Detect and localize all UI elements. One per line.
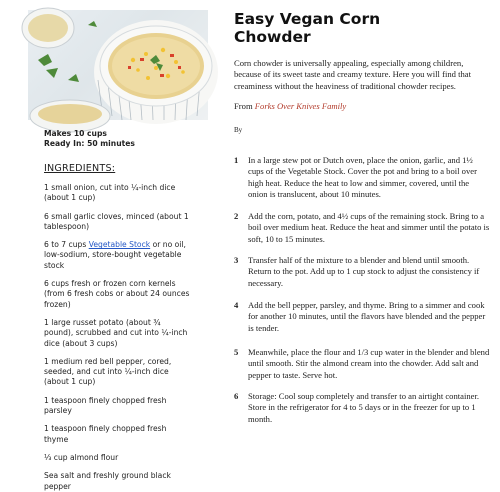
instruction-step (234, 391, 490, 425)
ingredient-item: 6 cups fresh or frozen corn kernels (from 6 fresh cobs or about 24 ounces frozen) (44, 279, 190, 309)
author-byline: By (234, 126, 243, 134)
source-name: Forks Over Knives Family (254, 101, 347, 111)
ingredient-text: or no oil, low-sodium, store-bought vegetable stock (44, 240, 186, 270)
recipe-title-line: Easy Vegan Corn (234, 10, 381, 28)
step-number: 4 (234, 300, 239, 310)
recipe-title-line: Chowder (234, 28, 311, 46)
step-text: Add the bell pepper, parsley, and thyme. Bring to a simmer and cook for another 10 minutes, until the flavors have blended and the pepper is tender. (248, 300, 486, 333)
recipe-title (234, 10, 484, 46)
step-number: 2 (234, 211, 239, 221)
instruction-step (234, 300, 490, 334)
step-text: Meanwhile, place the flour and 1/3 cup water in the blender and blend until smooth. Stir the almond cream into the chowder. Add salt and pepper to taste. Serve hot. (248, 347, 490, 380)
ingredient-text: 6 to 7 cups (44, 240, 89, 250)
recipe-photo (28, 10, 208, 120)
yield-makes: Makes 10 cups (44, 129, 107, 138)
ready-in: Ready In: 50 minutes (44, 139, 135, 148)
chowder-bowl-illustration (28, 10, 208, 120)
step-number: 3 (234, 255, 239, 265)
ingredient-item: Sea salt and freshly ground black pepper (44, 471, 171, 491)
instruction-step (234, 155, 490, 201)
step-number: 6 (234, 391, 239, 401)
ingredient-item: 1 small onion, cut into ¼-inch dice (about 1 cup) (44, 183, 176, 203)
instruction-step (234, 211, 490, 245)
ingredients-heading: INGREDIENTS: (44, 163, 116, 174)
step-text: In a large stew pot or Dutch oven, place the onion, garlic, and 1½ cups of the Vegetable Stock. Cover the pot and bring to a boil over high heat. Reduce the heat to low and simmer, covered, until the onion is translucent, about 10 minutes. (248, 155, 477, 200)
instruction-step (234, 255, 490, 289)
ingredient-item: 1 medium red bell pepper, cored, seeded, and cut into ¼-inch dice (about 1 cup) (44, 356, 172, 387)
ingredient-item: 1 teaspoon finely chopped fresh thyme (44, 424, 167, 444)
ingredient-item: 1 teaspoon finely chopped fresh parsley (44, 395, 167, 416)
vegetable-stock-link[interactable]: Vegetable Stock (88, 240, 151, 250)
step-text: Transfer half of the mixture to a blender and blend until smooth. Return to the pot. Add up to 1 cup stock to adjust the consistency if necessary. (248, 255, 480, 288)
step-number: 5 (234, 347, 239, 357)
step-number: 1 (234, 155, 239, 165)
step-text: Storage: Cool soup completely and transfer to an airtight container. Store in the refrigerator for 4 to 5 days or in the freezer for up to 1 month. (248, 391, 480, 424)
ingredient-item: 6 small garlic cloves, minced (about 1 tablespoon) (44, 211, 189, 231)
ingredient-item-stock (44, 240, 192, 271)
from-label: From (234, 101, 255, 111)
ingredients-column (44, 129, 192, 492)
recipe-source (234, 101, 346, 112)
recipe-intro: Corn chowder is universally appealing, especially among children, because of its sweet taste and creamy texture. Here you will find that creaminess without the heaviness of traditional chowder recipes. (234, 58, 471, 91)
ingredient-item: ⅓ cup almond flour (44, 452, 119, 462)
instruction-step (234, 347, 490, 381)
step-text: Add the corn, potato, and 4½ cups of the remaining stock. Bring to a boil over medium heat. Reduce the heat and simmer until the potato is soft, 10 to 15 minutes. (248, 211, 490, 244)
ingredient-item: 1 large russet potato (about ¾ pound), scrubbed and cut into ¼-inch dice (about 3 cups) (44, 317, 188, 348)
